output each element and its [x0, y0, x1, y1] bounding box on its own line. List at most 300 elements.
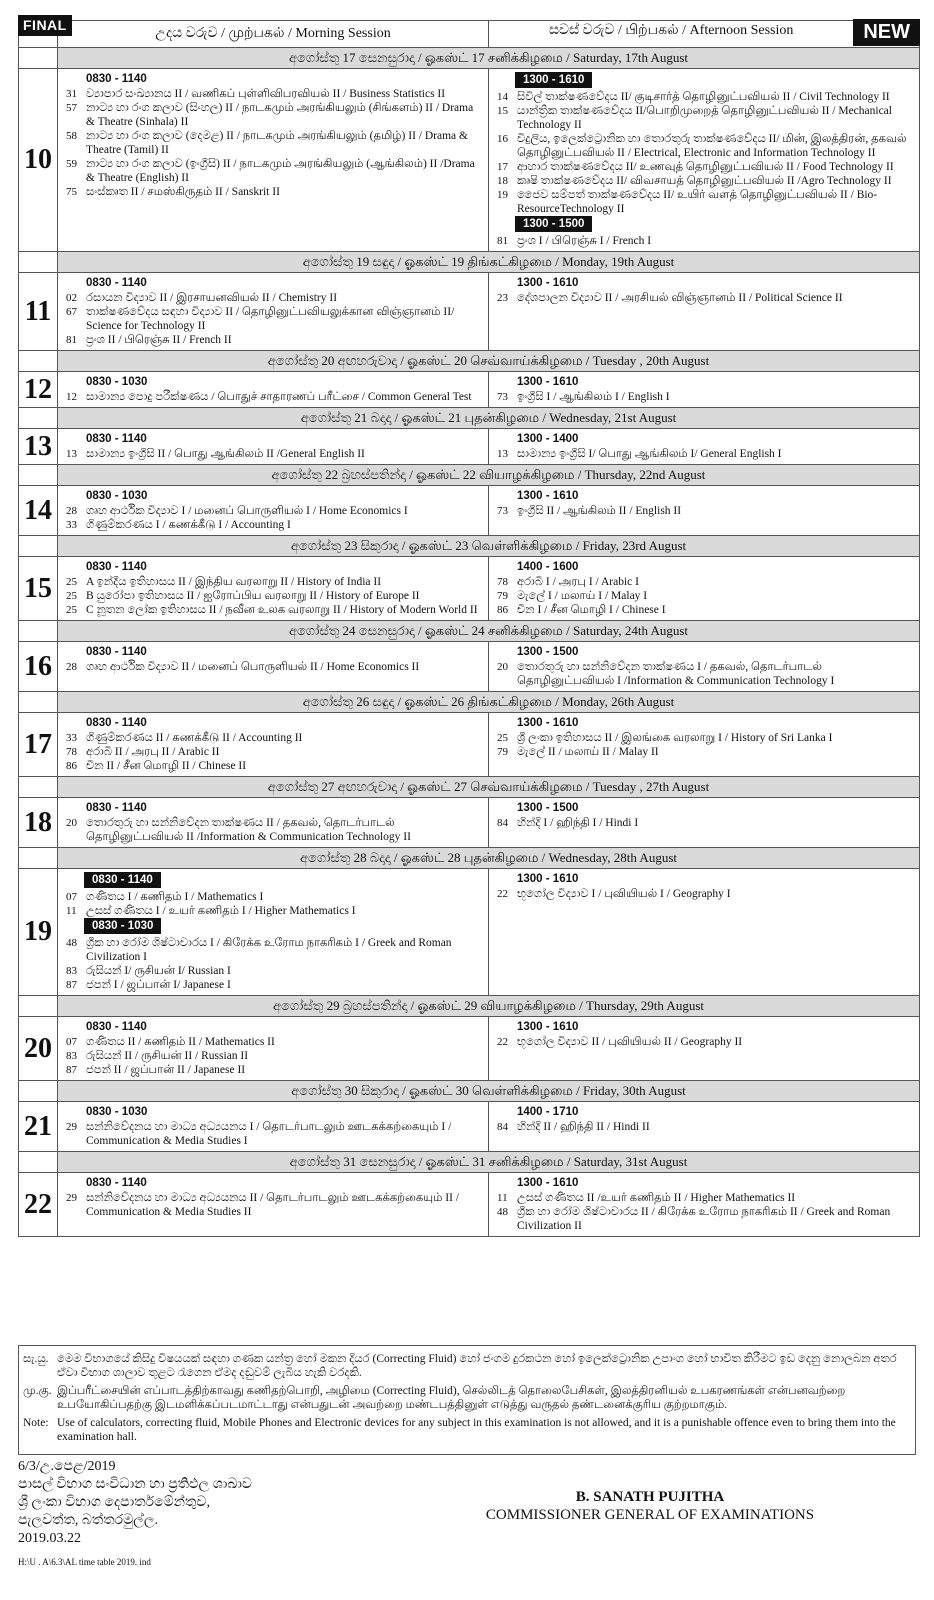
- exam-day-row: [19, 273, 920, 351]
- date-row-spacer: [19, 408, 58, 429]
- reference-number: 6/3/උ.පෙළ/2019: [18, 1459, 116, 1474]
- subject-code: 15: [497, 105, 508, 117]
- subject-entry: [66, 1120, 484, 1148]
- subject-entry: [497, 1120, 915, 1134]
- subject-name: නාට්‍ය හා රංග කලාව (දෙමළ) II / நாடகமும் அரங்கியலும் (தமிழ்) II / Drama & Theatre (Tamil) II: [86, 130, 468, 156]
- subject-entry: [66, 305, 484, 333]
- session-time: 1300 - 1400: [517, 433, 579, 445]
- afternoon-session-label: සවස් වරුව / பிற்பகல் / Afternoon Session: [548, 22, 794, 38]
- date-row: [19, 536, 920, 557]
- exam-day-row: [19, 372, 920, 408]
- session-time: 0830 - 1140: [86, 73, 147, 85]
- date-label: අගෝස්තු 21 බදාදා / ஓகஸ்ட் 21 புதன்கிழமை / Wednesday, 21st August: [58, 408, 920, 429]
- subject-code: 14: [497, 91, 508, 103]
- exam-day-row: [19, 1173, 920, 1237]
- subject-entry: [66, 101, 484, 129]
- date-row: [19, 1081, 920, 1102]
- subject-entry: [497, 589, 915, 603]
- subject-entry: [66, 447, 484, 461]
- subject-code: 18: [497, 175, 508, 187]
- date-row-spacer: [19, 996, 58, 1017]
- date-label: අගෝස්තු 29 බ්‍රහස්පතින්දා / ஓகஸ்ட் 29 வியாழக்கிழமை / Thursday, 29th August: [58, 996, 920, 1017]
- subject-name: මැලේ I / மலாய் I / Malay I: [517, 590, 648, 602]
- subject-entry: [66, 759, 484, 773]
- subject-code: 25: [66, 576, 77, 588]
- subject-name: තොරතුරු හා සන්නිවේදන තාක්ෂණය II / தகவல், தொடர்பாடல் தொழினுட்பவியல் II /Information & Communication Technology II: [86, 817, 411, 843]
- morning-session-header: උදය වරුව / முற்பகல் / Morning Session: [58, 21, 489, 48]
- morning-session-cell: [58, 372, 489, 408]
- session-time: 0830 - 1030: [86, 376, 148, 388]
- subject-entry: [497, 731, 915, 745]
- afternoon-session-cell: [489, 1102, 920, 1152]
- date-label: අගෝස්තු 22 බ්‍රහස්පතින්දා / ஓகஸ்ட் 22 வியாழக்கிழமை / Thursday, 22nd August: [58, 465, 920, 486]
- morning-session-cell: [58, 273, 489, 351]
- morning-session-cell: [58, 486, 489, 536]
- subject-code: 84: [497, 1121, 508, 1133]
- session-time: 1300 - 1610: [517, 376, 579, 388]
- subject-name: ගෘහ ආර්ථික විද්‍යාව II / மனைப் பொருளியல் II / Home Economics II: [86, 661, 420, 673]
- date-row-spacer: [19, 1081, 58, 1102]
- subject-code: 16: [497, 133, 508, 145]
- session-time: 1300 - 1610: [517, 873, 579, 885]
- note-prefix: සැ.යු.: [23, 1353, 49, 1365]
- subject-code: 83: [66, 1050, 77, 1062]
- session-content: [58, 1017, 488, 1080]
- subject-name: ග්‍රීක හා රෝම ශිෂ්ටාචාරය II / கிரேக்க உரோம நாகரிகம் II / Greek and Roman Civilization II: [517, 1206, 891, 1232]
- subject-code: 11: [66, 905, 77, 917]
- session-time: 0830 - 1030: [84, 918, 161, 934]
- date-row-spacer: [19, 777, 58, 798]
- note-text: Use of calculators, correcting fluid, Mobile Phones and Electronic devices for any subject in this examination is not allowed, and it is a punishable offence even to bring them into the examination hall.: [57, 1417, 896, 1443]
- subject-entry: [66, 603, 484, 617]
- afternoon-session-cell: [489, 869, 920, 996]
- subject-code: 33: [66, 519, 77, 531]
- exam-day-row: [19, 1017, 920, 1081]
- subject-code: 19: [497, 189, 508, 201]
- session-time: 1300 - 1610: [517, 717, 579, 729]
- session-time: 1300 - 1610: [517, 490, 579, 502]
- subject-entry: [497, 816, 915, 830]
- subject-entry: [497, 160, 915, 174]
- subject-code: 17: [497, 161, 508, 173]
- day-number: 13: [19, 429, 58, 465]
- subject-name: ගෘහ ආර්ථික විද්‍යාව I / மனைப் பொருளியல் I / Home Economics I: [86, 505, 408, 517]
- subject-entry: [66, 978, 484, 992]
- subject-code: 29: [66, 1121, 77, 1133]
- new-badge: NEW: [853, 19, 920, 46]
- subject-name: ආහාර තාක්ෂණවේදය II/ உணவுத் தொழினுட்பவியல் II / Food Technology II: [517, 161, 894, 173]
- session-time: 1300 - 1500: [517, 802, 579, 814]
- subject-entry: [66, 964, 484, 978]
- session-time-wrap: [66, 918, 484, 936]
- date-label: අගෝස්තු 30 සිකුරාදා / ஓகஸ்ட் 30 வெள்ளிக்கிழமை / Friday, 30th August: [58, 1081, 920, 1102]
- morning-session-cell: [58, 642, 489, 692]
- session-content: [58, 798, 488, 847]
- exam-day-row: [19, 869, 920, 996]
- afternoon-session-header: [489, 21, 920, 48]
- exam-day-row: [19, 429, 920, 465]
- session-content: [489, 1173, 919, 1236]
- subject-name: A ඉන්දීය ඉතිහාසය II / இந்திய வரலாறு II / History of India II: [86, 576, 382, 588]
- note-line: [23, 1384, 911, 1412]
- subject-entry: [497, 887, 915, 901]
- subject-name: සන්නිවේදනය හා මාධ්‍ය අධ්‍යයනය II / தொடர்பாடலும் ஊடகக்கற்கையும் II / Communication & Media Studies II: [86, 1192, 459, 1218]
- exam-day-row: [19, 1102, 920, 1152]
- subject-code: 22: [497, 888, 508, 900]
- subject-name: සාමාන්‍ය ඉංග්‍රීසි I/ பொது ஆங்கிலம் I/ General English I: [517, 448, 782, 460]
- session-content: [489, 1102, 919, 1137]
- subject-code: 81: [497, 235, 508, 247]
- date-label: අගෝස්තු 24 සෙනසුරාදා / ஓகஸ்ட் 24 சனிக்கிழமை / Saturday, 24th August: [58, 621, 920, 642]
- morning-session-cell: [58, 1173, 489, 1237]
- session-content: [58, 869, 488, 995]
- subject-code: 22: [497, 1036, 508, 1048]
- exam-notes: [18, 1345, 916, 1455]
- subject-code: 79: [497, 590, 508, 602]
- subject-name: හින්දි I / ஹிந்தி I / Hindi I: [517, 817, 639, 829]
- session-content: [489, 273, 919, 308]
- subject-entry: [497, 390, 915, 404]
- subject-name: B යුරෝපා ඉතිහාසය II / ஐரோப்பிய வரலாறு II / History of Europe II: [86, 590, 420, 602]
- subject-entry: [497, 174, 915, 188]
- date-row-spacer: [19, 621, 58, 642]
- subject-entry: [497, 504, 915, 518]
- subject-code: 11: [497, 1192, 508, 1204]
- morning-session-cell: [58, 798, 489, 848]
- session-time: 1300 - 1610: [517, 277, 579, 289]
- subject-entry: [497, 447, 915, 461]
- subject-name: මැලේ II / மலாய் II / Malay II: [517, 746, 659, 758]
- subject-entry: [66, 1063, 484, 1077]
- subject-entry: [66, 333, 484, 347]
- subject-entry: [66, 745, 484, 759]
- morning-session-cell: [58, 1102, 489, 1152]
- subject-code: 25: [497, 732, 508, 744]
- session-content: [489, 557, 919, 620]
- note-line: [23, 1416, 911, 1444]
- subject-entry: [66, 1035, 484, 1049]
- session-time-wrap: [497, 72, 915, 90]
- subject-entry: [497, 104, 915, 132]
- subject-entry: [66, 291, 484, 305]
- session-content: [489, 869, 919, 904]
- session-time: 0830 - 1030: [86, 1106, 148, 1118]
- subject-name: තාක්ෂණවේදය සඳහා විද්‍යාව II / தொழினுட்பவியலுக்கான விஞ்ஞானம் II/ Science for Technology II: [86, 306, 455, 332]
- signatory-block: [460, 1488, 840, 1524]
- subject-name: සාමාන්‍ය පොදු පරීක්ෂණය / பொதுச் சாதாரணப் பரீட்சை / Common General Test: [86, 391, 472, 403]
- session-time: 1300 - 1500: [515, 216, 592, 232]
- exam-day-row: [19, 69, 920, 252]
- date-row: [19, 465, 920, 486]
- subject-code: 81: [66, 334, 77, 346]
- subject-name: ඉංග්‍රීසි I / ஆங்கிலம் I / English I: [517, 391, 670, 403]
- subject-code: 28: [66, 661, 77, 673]
- subject-entry: [497, 575, 915, 589]
- subject-name: චීන II / சீன மொழி II / Chinese II: [86, 760, 247, 772]
- subject-code: 48: [66, 937, 77, 949]
- session-content: [489, 642, 919, 691]
- subject-name: කෘෂි තාක්ෂණවේදය II/ விவசாயத் தொழினுட்பவியல் II /Agro Technology II: [517, 175, 892, 187]
- session-header-row: [19, 21, 920, 48]
- subject-name: ජපන් II / ஜப்பான் II / Japanese II: [86, 1064, 246, 1076]
- session-content: [58, 713, 488, 776]
- subject-code: 07: [66, 1036, 77, 1048]
- subject-entry: [497, 234, 915, 248]
- day-number: 20: [19, 1017, 58, 1081]
- session-time: 1300 - 1610: [517, 1177, 579, 1189]
- subject-name: හින්දි II / ஹிந்தி II / Hindi II: [517, 1121, 650, 1133]
- session-content: [58, 273, 488, 350]
- day-number: 19: [19, 869, 58, 996]
- subject-name: ඉංග්‍රීසි II / ஆங்கிலம் II / English II: [517, 505, 682, 517]
- date-row: [19, 848, 920, 869]
- day-number: 11: [19, 273, 58, 351]
- subject-code: 78: [66, 746, 77, 758]
- session-time: 0830 - 1140: [86, 277, 147, 289]
- session-content: [58, 1173, 488, 1222]
- subject-code: 58: [66, 130, 77, 142]
- date-row-spacer: [19, 465, 58, 486]
- subject-code: 29: [66, 1192, 77, 1204]
- subject-name: භූගෝල විද්‍යාව II / புவியியல் II / Geography II: [517, 1036, 743, 1048]
- afternoon-session-cell: [489, 486, 920, 536]
- subject-code: 28: [66, 505, 77, 517]
- subject-entry: [66, 518, 484, 532]
- session-content: [58, 642, 488, 677]
- session-content: [489, 486, 919, 521]
- subject-entry: [66, 589, 484, 603]
- subject-code: 02: [66, 292, 77, 304]
- subject-entry: [66, 904, 484, 918]
- subject-code: 84: [497, 817, 508, 829]
- subject-name: ග්‍රීක හා රෝම ශිෂ්ටාචාරය I / கிரேக்க உரோம நாகரிகம் I / Greek and Roman Civilization I: [86, 937, 452, 963]
- note-prefix: மு.கு.: [23, 1385, 52, 1397]
- morning-session-cell: [58, 69, 489, 252]
- session-time: 0830 - 1140: [86, 433, 147, 445]
- date-row-spacer: [19, 1152, 58, 1173]
- subject-name: නාට්‍ය හා රංග කලාව (ඉංග්‍රීසි) II / நாடகமும் அரங்கியலும் (ஆங்கிலம்) II /Drama & Theatre (English) II: [86, 158, 475, 184]
- session-content: [489, 69, 919, 251]
- exam-day-row: [19, 713, 920, 777]
- subject-name: සංස්කෘත II / சமஸ்கிருதம் II / Sanskrit II: [86, 186, 280, 198]
- day-number: 18: [19, 798, 58, 848]
- final-badge: FINAL: [18, 15, 72, 36]
- session-content: [489, 798, 919, 833]
- subject-name: යාන්ත්‍රික තාක්ෂණවේදය II/பொறிமுறைத் தொழினுட்பவியல் II / Mechanical Technology II: [517, 105, 892, 131]
- date-label: අගෝස්තු 31 සෙනසුරාදා / ஓகஸ்ட் 31 சனிக்கிழமை / Saturday, 31st August: [58, 1152, 920, 1173]
- date-label: අගෝස්තු 27 අඟහරුවාදා / ஓகஸ்ட் 27 செவ்வாய்க்கிழமை / Tuesday , 27th August: [58, 777, 920, 798]
- morning-session-cell: [58, 1017, 489, 1081]
- subject-code: 83: [66, 965, 77, 977]
- subject-entry: [497, 745, 915, 759]
- subject-name: උසස් ගණිතය II /உயர் கணிதம் II / Higher Mathematics II: [517, 1192, 796, 1204]
- session-content: [58, 372, 488, 407]
- subject-name: චීන I / சீன மொழி I / Chinese I: [517, 604, 666, 616]
- subject-name: තොරතුරු හා සන්නිවේදන තාක්ෂණය I / தகவல், தொடர்பாடல் தொழினுட்பவியல் I /Information & Communication Technology I: [517, 661, 835, 687]
- subject-entry: [66, 660, 484, 674]
- afternoon-session-cell: [489, 557, 920, 621]
- subject-entry: [497, 90, 915, 104]
- corner-cell: [19, 17, 67, 48]
- session-time: 0830 - 1140: [86, 1177, 147, 1189]
- subject-name: දේශපාලන විද්‍යාව II / அரசியல் விஞ்ஞானம் II / Political Science II: [517, 292, 843, 304]
- morning-session-cell: [58, 557, 489, 621]
- date-row: [19, 777, 920, 798]
- session-time: 0830 - 1030: [86, 490, 148, 502]
- subject-code: 87: [66, 1064, 77, 1076]
- issuer-line-2: ශ්‍රී ලංකා විභාග දෙපාර්තමේන්තුව,: [18, 1495, 210, 1510]
- subject-name: අරාබි I / அரபு I / Arabic I: [517, 576, 639, 588]
- subject-code: 59: [66, 158, 77, 170]
- note-line: [23, 1352, 911, 1380]
- subject-name: ගිණුම්කරණය I / கணக்கீடு I / Accounting I: [86, 519, 291, 531]
- day-number: 10: [19, 69, 58, 252]
- subject-name: උසස් ගණිතය I / உயர் கணிதம் I / Higher Mathematics I: [86, 905, 356, 917]
- exam-day-row: [19, 642, 920, 692]
- date-row-spacer: [19, 48, 58, 69]
- subject-entry: [497, 1191, 915, 1205]
- date-label: අගෝස්තු 23 සිකුරාදා / ஓகஸ்ட் 23 வெள்ளிக்கிழமை / Friday, 23rd August: [58, 536, 920, 557]
- afternoon-session-cell: [489, 642, 920, 692]
- subject-entry: [497, 1035, 915, 1049]
- subject-name: රසායන විද්‍යාව II / இரசாயனவியல் II / Chemistry II: [86, 292, 338, 304]
- subject-code: 13: [66, 448, 77, 460]
- session-time: 1400 - 1600: [517, 561, 579, 573]
- subject-name: සාමාන්‍ය ඉංග්‍රීසි II / பொது ஆங்கிலம் II /General English II: [86, 448, 365, 460]
- signatory-name: B. SANATH PUJITHA: [575, 1489, 725, 1505]
- day-number: 16: [19, 642, 58, 692]
- exam-day-row: [19, 486, 920, 536]
- subject-entry: [66, 1049, 484, 1063]
- subject-name: අරාබි II / அரபு II / Arabic II: [86, 746, 220, 758]
- subject-code: 86: [66, 760, 77, 772]
- subject-name: සන්නිවේදනය හා මාධ්‍ය අධ්‍යයනය I / தொடர்பாடலும் ஊடகக்கற்கையும் I / Communication & Media Studies I: [86, 1121, 452, 1147]
- date-label: අගෝස්තු 26 සඳුදා / ஓகஸ்ட் 26 திங்கட்கிழமை / Monday, 26th August: [58, 692, 920, 713]
- subject-code: 23: [497, 292, 508, 304]
- day-number: 14: [19, 486, 58, 536]
- subject-entry: [66, 129, 484, 157]
- subject-entry: [66, 575, 484, 589]
- date-row: [19, 1152, 920, 1173]
- subject-entry: [497, 1205, 915, 1233]
- session-time: 0830 - 1140: [86, 1021, 147, 1033]
- session-content: [489, 1017, 919, 1052]
- subject-code: 75: [66, 186, 77, 198]
- subject-entry: [66, 1191, 484, 1219]
- afternoon-session-cell: [489, 1017, 920, 1081]
- afternoon-session-cell: [489, 372, 920, 408]
- subject-code: 33: [66, 732, 77, 744]
- subject-code: 20: [66, 817, 77, 829]
- subject-code: 12: [66, 391, 77, 403]
- date-row: [19, 252, 920, 273]
- subject-entry: [66, 816, 484, 844]
- session-content: [489, 372, 919, 407]
- subject-entry: [66, 390, 484, 404]
- afternoon-session-cell: [489, 69, 920, 252]
- subject-entry: [66, 157, 484, 185]
- issuer-line-3: පැලවත්ත, බත්තරමුල්ල.: [18, 1513, 158, 1528]
- subject-entry: [66, 731, 484, 745]
- subject-entry: [66, 185, 484, 199]
- session-time: 1400 - 1710: [517, 1106, 579, 1118]
- subject-code: 31: [66, 88, 77, 100]
- subject-name: C නූතන ලෝක ඉතිහාසය II / நவீன உலக வரலாறு II / History of Modern World II: [86, 604, 478, 616]
- subject-name: ගිණුම්කරණය II / கணக்கீடு II / Accounting II: [86, 732, 303, 744]
- subject-name: ව්‍යාපාර සංඛ්‍යානය II / வணிகப் புள்ளிவிபரவியல் II / Business Statistics II: [86, 88, 446, 100]
- timetable-sheet: [18, 17, 918, 1237]
- subject-name: ගණිතය I / கணிதம் I / Mathematics I: [86, 891, 264, 903]
- date-label: අගෝස්තු 17 සෙනසුරාදා / ஓகஸ்ட் 17 சனிக்கிழமை / Saturday, 17th August: [58, 48, 920, 69]
- subject-name: විදුලිය, ඉලෙක්ට්‍රොනික හා තොරතුරු තාක්ෂණවේදය II/ மின், இலத்திரன், தகவல் தொழினுட்பவியல் II / Electrical, Electronic and Information Technology II: [517, 133, 907, 159]
- session-time-wrap: [66, 872, 484, 890]
- subject-entry: [497, 660, 915, 688]
- day-number: 15: [19, 557, 58, 621]
- session-time: 0830 - 1140: [86, 802, 147, 814]
- session-time: 0830 - 1140: [86, 646, 147, 658]
- subject-name: ජපන් I / ஜப்பான் I/ Japanese I: [86, 979, 231, 991]
- subject-name: ශ්‍රී ලංකා ඉතිහාසය II / இலங்கை வரலாறு I / History of Sri Lanka I: [517, 732, 833, 744]
- issuer-line-1: පාසල් විභාග සංවිධාන හා ප්‍රතිඵල ශාඛාව: [18, 1477, 252, 1492]
- exam-timetable: [18, 17, 920, 1237]
- afternoon-session-cell: [489, 713, 920, 777]
- date-row: [19, 621, 920, 642]
- date-label: අගෝස්තු 28 බදාදා / ஓகஸ்ட் 28 புதன்கிழமை / Wednesday, 28th August: [58, 848, 920, 869]
- session-time: 1300 - 1500: [517, 646, 579, 658]
- session-time: 1300 - 1610: [515, 72, 592, 88]
- date-row: [19, 692, 920, 713]
- day-number: 22: [19, 1173, 58, 1237]
- date-row-spacer: [19, 848, 58, 869]
- session-content: [489, 713, 919, 762]
- afternoon-session-cell: [489, 1173, 920, 1237]
- exam-day-row: [19, 557, 920, 621]
- date-row: [19, 408, 920, 429]
- subject-code: 25: [66, 590, 77, 602]
- session-time: 0830 - 1140: [86, 717, 147, 729]
- session-content: [489, 429, 919, 464]
- subject-code: 07: [66, 891, 77, 903]
- subject-code: 13: [497, 448, 508, 460]
- date-row: [19, 996, 920, 1017]
- date-row-spacer: [19, 536, 58, 557]
- session-time-wrap: [497, 216, 915, 234]
- subject-entry: [497, 603, 915, 617]
- note-text: இப்பரீட்சையின் எப்பாடத்திற்காவது கணிதற்பொறி, அழிமை (Correcting Fluid), செல்லிடத் தொலைபேசிகள், இலத்திரனியல் உபகரணங்கள் என்பனவற்றை உபயோகிப்பதற்கு இடமளிக்கப்படமாட்டாது என்பதுடன் அவற்றை மண்டபத்தினுள் எடுத்து வருதல் தண்டனைக்குரிய குற்றமாகும்.: [57, 1385, 846, 1411]
- morning-session-cell: [58, 429, 489, 465]
- session-time: 0830 - 1140: [84, 872, 161, 888]
- session-content: [58, 486, 488, 535]
- subject-code: 73: [497, 391, 508, 403]
- subject-name: ජෛව සම්පත් තාක්ෂණවේදය II/ உயிர் வளத் தொழினுட்பவியல் II / Bio-ResourceTechnology II: [517, 189, 878, 215]
- day-number: 17: [19, 713, 58, 777]
- session-content: [58, 1102, 488, 1151]
- subject-entry: [497, 291, 915, 305]
- subject-name: ප්‍රංශ II / பிரெஞ்சு II / French II: [86, 334, 232, 346]
- subject-code: 20: [497, 661, 508, 673]
- afternoon-session-cell: [489, 798, 920, 848]
- date-row-spacer: [19, 692, 58, 713]
- file-path: H:\U . A\6.3\AL time table 2019. ind: [18, 1557, 151, 1567]
- exam-day-row: [19, 798, 920, 848]
- subject-code: 78: [497, 576, 508, 588]
- subject-name: රුසියන් I/ ருசியன் I/ Russian I: [86, 965, 231, 977]
- subject-code: 79: [497, 746, 508, 758]
- subject-name: සිවිල් තාක්ෂණවේදය II/ குடிசார்த் தொழினுட்பவியல் II / Civil Technology II: [517, 91, 890, 103]
- date-row-spacer: [19, 351, 58, 372]
- subject-entry: [66, 890, 484, 904]
- morning-session-cell: [58, 713, 489, 777]
